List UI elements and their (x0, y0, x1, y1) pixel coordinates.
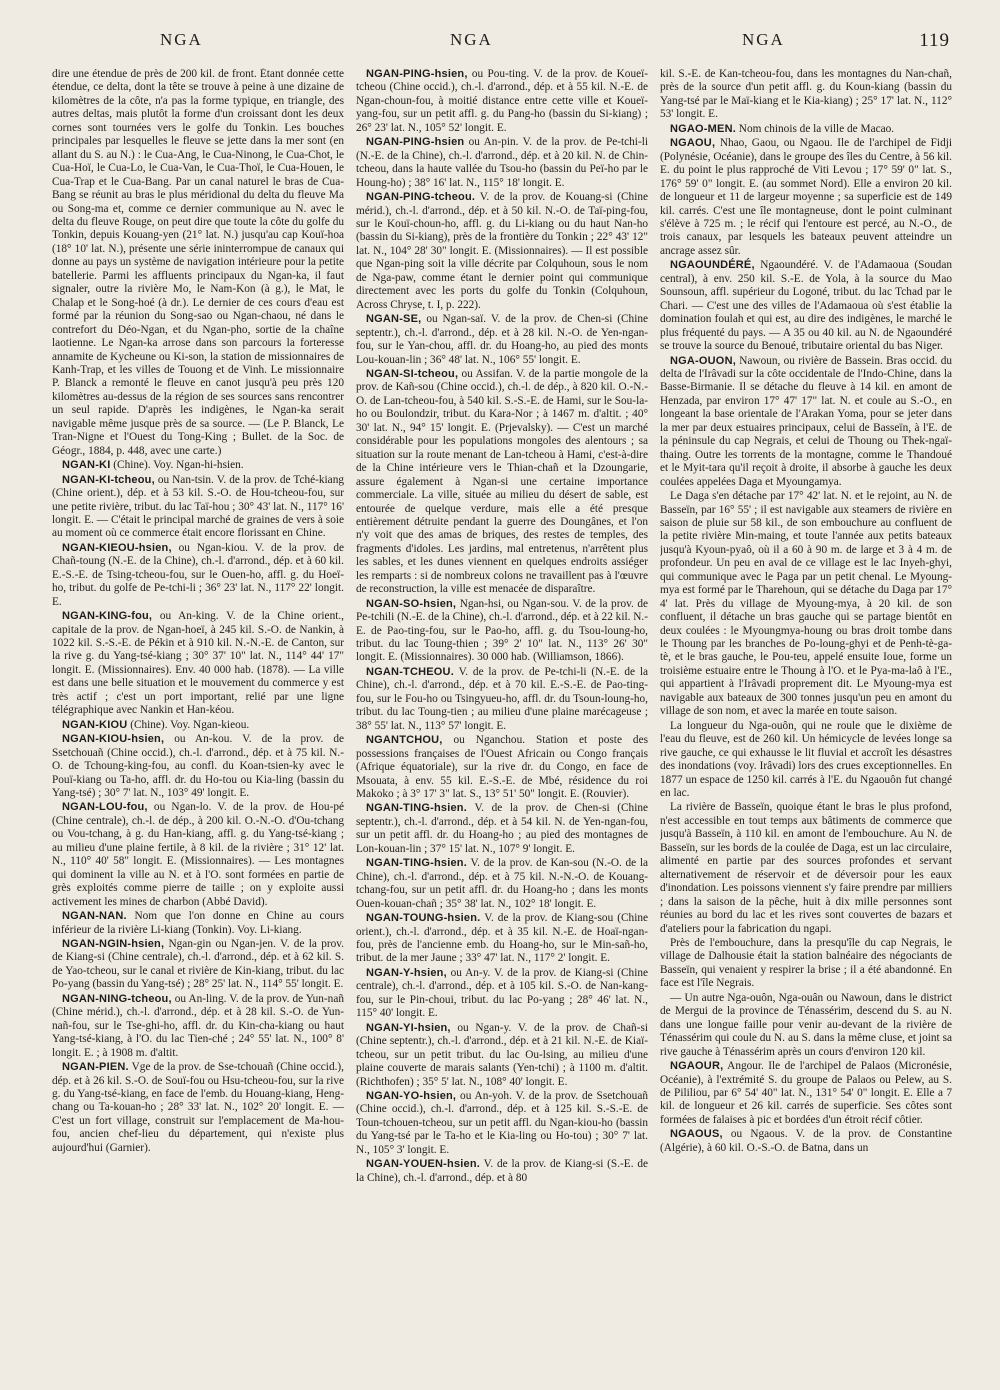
dictionary-entry (356, 802, 648, 856)
dictionary-entry (52, 68, 344, 458)
dictionary-entry (660, 1060, 952, 1127)
dictionary-entry (356, 68, 648, 135)
entry-headword: NGAN-SE, (366, 313, 422, 326)
entry-text: (Chine). Voy. Ngan-hi-hsien. (113, 459, 244, 472)
dictionary-entry (52, 733, 344, 800)
dictionary-entry (660, 1128, 952, 1155)
dictionary-entry (660, 259, 952, 353)
dictionary-entry (356, 313, 648, 367)
dictionary-entry (52, 610, 344, 718)
dictionary-entry (52, 938, 344, 992)
entry-text: Nhao, Gaou, ou Ngaou. Ile de l'archipel de Fidji (Polynésie, Océanie), dans le groupe des îles du Centre, à 56 kil. E. du point le plus rapproché de Viti Levou ; 17° 59' 0" lat. S., 176° 59' 0" longit. E. (au sommet Nord). Elle a environ 20 kil. de longueur et 11 de largeur moyenne ; sa superficie est de 149 kil. carrés. C'est une île montagneuse, dont le point culminant s'élève à 725 m. ; le récif qui l'entoure est percé, au N.-O., de trois canaux, par lesquels les bateaux peuvent atteindre un ancrage assez sûr. (660, 137, 952, 257)
entry-text: ou An-kou. V. de la prov. de Ssetchouañ (Chine occid.), ch.-l. d'arrond., dép. et à 75 kil. N.-O. de Tchoung-king-fou, au confl. du Koan-tsien-ky avec le Pouï-kiang ou Ta-ho, affl. dr. du Ho-tou ou Kia-ling (bassin du Yang-tsé) ; 30° 7' lat. N., 103° 49' longit. E. (52, 733, 344, 800)
dictionary-entry (356, 1158, 648, 1185)
entry-text: ou Ngan-kiou. V. de la prov. de Chañ-toung (N.-E. de la Chine), ch.-l. d'arrond., dép. et à 60 kil. E.-S.-E. de Tsing-tcheou-fou, sur le Ouen-ho, affl. g. du Hoeï-ho, tribut. du golfe de Pe-tchi-li ; 36° 23' lat. N., 117° 22' longit. E. (52, 541, 344, 608)
dictionary-entry (660, 992, 952, 1059)
entry-headword: NGAN-NAN. (62, 910, 127, 923)
entry-text: dire une étendue de près de 200 kil. de front. Étant donnée cette étendue, ce delta, dont la tête se trouve à peine à une dizaine de kilomètres de la côte, n'a pas la forme typique, en triangle, des autres deltas, mais plutôt la forme d'un croissant dont les deux cornes sont tournées vers le golfe du Tonkin. Les bouches principales par lesquelles le fleuve se jette dans la mer sont (en allant du S. au N.) : le Cua-Ang, le Cua-Ninong, le Cua-Chot, le Cua-Hoï, le Cua-Lo, le Cua-Van, le Cua-Thoï, le Cua-Houen, le Cua-Trap et le Cua-Bang. Par un canal naturel le bras de Cua-Bang se réunit au bras le plus méridional du delta du fleuve Ma ou Song-ma et, comme ce dernier communique au N. avec le delta du fleuve Rouge, on peut dire que toute la côte du golfe du Tonkin, depuis Kouang-yen (21° lat. N.) jusqu'au cap Kouï-hoa (18° 10' lat. N.), présente une série ininterrompue de canaux qui donne au pays un système de navigation intérieure pour la petite batellerie. Parmi les affluents principaux du Ngan-ka, il faut signaler, outre la rivière Mo, le Nam-Kon (à g.), le Mat, le Chalap et le Song-hoé (à dr.). Le dernier de ces cours d'eau est formé par la réunion du Song-sao ou Ngan-chaou, né dans le contrefort du Déo-Ngan, et du Ngan-pho, sortie de la chaîne laotienne. Le Ngan-ka arrose dans son parcours la forteresse annamite de Kycheune ou Ki-son, la station de missionnaires de Kanh-Trap, et les villes de Touong et de Vinh. Le missionnaire P. Blanck a remonté le fleuve en canot jusqu'à peu près 120 kilomètres au-dessus de la région de ses sources sans rencontrer un seul rapide. D'après les indigènes, le Ngan-ka serait navigable même jusque près de sa source. — (Le P. Blanck, Le Tran-Nigne et l'Ouest du Tong-King ; Bullet. de la Soc. de Géogr., 1884, p. 448, avec une carte.) (52, 68, 344, 457)
entry-headword: NGAN-KING-fou, (62, 610, 153, 623)
dictionary-entry (52, 910, 344, 937)
text-columns (52, 68, 960, 1378)
entry-text: (Chine). Voy. Ngan-kieou. (130, 718, 250, 731)
entry-text: Ngan-hsi, ou Ngan-sou. V. de la prov. de Pe-tchili (N.-E. de la Chine), ch.-l. d'arrond., dép. et à 22 kil. N.-E. de Pao-ting-fou, sur le Pao-ho, affl. g. du Tsou-loung-ho, tribut. du lac Toung-thien ; 39° 2' 10" lat. N., 113° 26' 30" longit. E. (Missionnaires). 30 000 hab. (Williamson, 1866). (356, 597, 648, 664)
running-header (52, 30, 960, 60)
entry-headword: NGAN-KI-tcheou, (62, 473, 155, 486)
dictionary-entry (356, 857, 648, 911)
dictionary-entry (660, 490, 952, 719)
entry-text: V. de la prov. de Kiang-si (S.-E. de la Chine), ch.-l. d'arrond., dép. et à 80 (356, 1158, 648, 1184)
dictionary-entry (660, 68, 952, 122)
entry-text: V. de la prov. de Chen-si (Chine septentr.), ch.-l. d'arrond., dép. et à 54 kil. N. de Yen-ngan-fou, sur un petit affl. dr. du Hoang-ho ; au pied des montagnes de Lon-kouan-lin ; 37° 15' lat. N., 107° 9' longit. E. (356, 802, 648, 855)
entry-headword: NGAOUNDÉRÉ, (670, 259, 755, 272)
entry-text: ou An-pin. V. de la prov. de Pe-tchi-li (N.-E. de la Chine), ch.-l. d'arrond., dép. et à 20 kil. N. de Chin-tcheou, dans la haute vallée du Tsou-ho (bassin du Peï-ho par le Houng-ho) ; 38° 16' lat. N., 115° 18' longit. E. (356, 136, 648, 189)
dictionary-entry (660, 801, 952, 936)
entry-text: Ngaoundéré. V. de l'Adamaoua (Soudan central), à env. 250 kil. S.-E. de Yola, à la source du Mao Sounsoun, affl. supérieur du Logoné, tribut. du lac Tchad par le Chari. — C'est une des villes de l'Adamaoua où s'est établie la domination foulah et qui est, au dire des indigènes, le marché le plus fréquenté du pays. — A 35 ou 40 kil. au N. de Ngaoundéré se trouve la source du Benoué, tributaire oriental du bas Niger. (660, 259, 952, 353)
entry-headword: NGAN-KIOU (62, 718, 128, 731)
header-right-word: NGA (742, 30, 785, 49)
entry-text: ou An-yoh. V. de la prov. de Ssetchouañ (Chine occid.), ch.-l. d'arrond., dép. et à 125 kil. S.-S.-E. de Toun-tchouen-tcheou, sur un petit affl. du Ngan-kiou-ho (bassin du Yang-tsé par le Ta-ho et le Kia-ling ou Ho-tou) ; 30° 7' lat. N., 105° 3' longit. E. (356, 1089, 648, 1156)
entry-headword: NGAN-NGIN-hsien, (62, 938, 165, 950)
dictionary-entry (52, 801, 344, 909)
column-left (52, 68, 344, 1378)
entry-headword: NGAN-TING-hsien. (366, 802, 467, 815)
dictionary-entry (660, 720, 952, 801)
entry-headword: NGAN-PING-tcheou. (366, 191, 476, 204)
dictionary-entry (356, 666, 648, 733)
entry-text: ou An-ling. V. de la prov. de Yun-nañ (Chine mérid.), ch.-l. d'arrond., dép. et à 28 kil. S.-O. de Yun-nañ-fou, sur le Tse-ghi-ho, affl. dr. du Kin-cha-kiang ou haut Yang-tsé-kiang, à l'O. du lac Tien-ché ; 24° 55' lat. N., 100° 8' longit. E. ; à 1908 m. d'altit. (52, 992, 344, 1059)
entry-text: Angour. Ile de l'archipel de Palaos (Micronésie, Océanie), à l'extrémité S. du groupe de Palaos ou Pelew, au S. de Pililiou, par 6° 54' 40" lat. N., 131° 54' 0" longit. E. Elle a 7 kil. de longueur et 26 kil. carrés de superficie. Ses côtes sont formées de falaises à pic et bordées d'un étroit récif côtier. (660, 1060, 952, 1126)
entry-text: ou Ngan-y. V. de la prov. de Chañ-si (Chine septentr.), ch.-l. d'arrond., dép. et à 21 kil. N.-E. de Kiaï-tcheou, sur un petit tribut. du lac Ou-lsing, au milieu d'une plaine couverte de marais salants (Yen-tchi) ; à 1100 m. d'altit. (Richthofen) ; 35° 5' lat. N., 108° 40' longit. E. (356, 1021, 648, 1088)
header-left-word: NGA (160, 30, 203, 49)
entry-headword: NGAN-KIEOU-hsien, (62, 541, 172, 554)
entry-headword: NGAN-Y-hsien, (366, 966, 447, 979)
entry-text: La longueur du Nga-ouôn, qui ne roule que le dixième de l'eau du fleuve, est de 260 kil. Un hémicycle de levées longe sa rive gauche, ce qui exhausse le lit fluvial et accroît les désastres des inondations (voy. Irâvadi) lors des crues exceptionnelles. En 1877 un espace de 1250 kil. carrés à l'E. du Ngaouôn fut changé en lac. (660, 719, 952, 800)
column-middle (356, 68, 648, 1378)
dictionary-entry (52, 719, 344, 732)
entry-headword: NGAN-KIOU-hsien, (62, 733, 165, 746)
entry-text: Nawoun, ou rivière de Bassein. Bras occid. du delta de l'Irâvadi sur la côte occidentale de l'Indo-Chine, dans la Basse-Birmanie. Il se détache du fleuve à 14 kil. en amont de Henzada, par environ 17° 47' 17" lat. N. et coule au S.-O., en longeant la base orientale de l'Arakan Yoma, pour se jeter dans la mer par deux estuaires principaux, celui de Basseïn, à l'E. de la péninsule du cap Negrais, et celui de Thoung ou Thek-ngaï-thaing. Outre les torrents de la montagne, comme le Thandoué et le Myit-tara qu'il reçoit à droite, il absorbe à gauche les deux coulées appelées Daga et Myoungamya. (660, 354, 952, 488)
dictionary-entry (356, 912, 648, 966)
entry-headword: NGAN-PING-hsien, (366, 68, 468, 80)
dictionary-entry (356, 1022, 648, 1089)
entry-text: ou Pou-ting. V. de la prov. de Koueï-tcheou (Chine occid.), ch.-l. d'arrond., dép. et à 55 kil. N.-E. de Ngan-choun-fou, à moitié distance entre cette ville et Koueï-yang-fou, sur un petit affl. g. du Pang-ho (bassin du Si-kiang) ; 26° 23' lat. N., 105° 52' longit. E. (356, 68, 648, 134)
dictionary-entry (356, 598, 648, 665)
entry-headword: NGAN-TCHEOU. (366, 665, 454, 678)
header-center-word: NGA (450, 30, 493, 49)
dictionary-entry (52, 1061, 344, 1155)
entry-headword: NGAN-TING-hsien. (366, 857, 467, 870)
entry-text: V. de la prov. de Pe-tchi-li (N.-E. de la Chine), ch.-l. d'arrond., dép. et à 70 kil. E.-S.-E. de Pao-ting-fou, sur le Fou-ho ou Tsingyueu-ho, affl. dr. du Tsoun-loung-ho, tribut. du lac Toung-tien ; au milieu d'une plaine marécageuse ; 38° 55' lat. N., 113° 57' longit. E. (356, 665, 648, 732)
dictionary-entry (52, 542, 344, 609)
entry-text: Près de l'embouchure, dans la presqu'île du cap Negrais, le village de Dalhousie était la station balnéaire des négociants de Basseïn, qui venaient y respirer la brise ; il a été abandonné. En face est l'île Negrais. (660, 937, 952, 990)
entry-headword: NGAO-MEN. (670, 122, 736, 135)
entry-text: ou Nan-tsin. V. de la prov. de Tché-kiang (Chine orient.), dép. et à 53 kil. S.-O. de Hou-tcheou-fou, sur une petite rivière, tribut. du lac Taï-hou ; 30° 43' lat. N., 117° 16' longit. E. — C'était le principal marché de graines de vers à soie au moment où ce commerce était encore florissant en Chine. (52, 473, 344, 540)
entry-headword: NGANTCHOU, (366, 734, 443, 747)
dictionary-entry (356, 1090, 648, 1157)
entry-text: Ngan-gin ou Ngan-jen. V. de la prov. de Kiang-si (Chine centrale), ch.-l. d'arrond., dép. et à 62 kil. S. de Yao-tcheou, sur le canal et rivière de Kin-kiang, tribut. du lac Po-yang (bassin du Yang-tsé) ; 28° 25' lat. N., 114° 55' longit. E. (52, 938, 344, 991)
entry-text: kil. S.-E. de Kan-tcheou-fou, dans les montagnes du Nan-chañ, près de la source d'un petit affl. g. du Koun-kiang (bassin du Yang-tsé par le Maï-kiang et le Kia-kiang) ; 25° 17' lat. N., 112° 53' longit. E. (660, 68, 952, 121)
entry-headword: NGAOUR, (670, 1060, 724, 1073)
entry-headword: NGAN-SO-hsien, (366, 597, 457, 610)
dictionary-entry (660, 137, 952, 258)
page-number: 119 (919, 30, 950, 51)
entry-headword: NGA-OUON, (670, 354, 736, 367)
dictionary-entry (660, 355, 952, 490)
dictionary-entry (356, 734, 648, 801)
entry-text: Vge de la prov. de Sse-tchouañ (Chine occid.), dép. et à 26 kil. S.-O. de Souï-fou ou Hsu-tcheou-fou, sur la rive g. du Yang-tsé-kiang, en face de l'emb. du Houang-kiang, Heng-chang ou Ta-kouan-ho ; 28° 33' lat. N., 102° 20' longit. E. — C'est un fort village, construit sur l'emplacement de Ma-hou-fou, ancien chef-lieu du département, qui n'existe plus aujourd'hui (Garnier). (52, 1061, 344, 1154)
column-right (660, 68, 952, 1378)
entry-text: ou Ngan-saï. V. de la prov. de Chen-si (Chine septentr.), ch.-l. d'arrond., dép. et à 28 kil. N.-O. de Yen-ngan-fou, sur le Yan-chou, affl. dr. du Hoang-ho, au pied des monts Lou-kouan-lin ; 36° 48' lat. N., 106° 55' longit. E. (356, 313, 648, 366)
entry-headword: NGAN-SI-tcheou, (366, 367, 459, 380)
entry-text: ou Nganchou. Station et poste des possessions françaises de l'Ouest Africain ou Congo français (Afrique équatoriale), sur la rive dr. du Congo, en face de Msouata, à env. 55 kil. E.-S.-E. de Mbé, résidence du roi Makoko ; à 3° 17' 3" lat. S., 13° 51' 50" longit. E. (Rouvier). (356, 734, 648, 801)
dictionary-entry (356, 191, 648, 312)
entry-text: ou Assifan. V. de la partie mongole de la prov. de Kañ-sou (Chine occid.), ch.-l. de dép., à 820 kil. O.-N.-O. de Lan-tcheou-fou, à 540 kil. S.-S.-E. de Hami, sur le Sou-la-ho ou Boulondzir, tribut. du Kara-Nor ; à 1467 m. d'altit. ; 40° 30' lat. N., 94° 15' longit. E. (Prjevalsky). — C'est un marché considérable pour les populations mongoles des alentours ; sa situation sur la route menant de Lan-tcheou à Hami, c'est-à-dire de la Chine intérieure vers le Thian-chañ et la Dzoungarie, assure également à Ngan-si une certaine importance commerciale. La ville, située au milieu du désert de sable, est entourée de quelque verdure, mais elle a été presque entièrement détruite pendant la guerre des Doungânes, et l'on n'y voit que des amas de briques, des restes de temples, des fragments d'idoles. Les jardins, mal entretenus, n'arrêtent plus les sables, et les dunes viennent en quelques endroits assiéger les remparts : si de nombreux colons ne travaillent pas à l'œuvre de reconstruction, la ville est menacée de disparaître. (356, 367, 648, 596)
entry-headword: NGAN-YOUEN-hsien. (366, 1158, 481, 1171)
entry-text: ou An-y. V. de la prov. de Kiang-si (Chine centrale), ch.-l. d'arrond., dép. et à 105 kil. S.-O. de Nan-kang-fou, sur le Pin-choui, tribut. du lac Po-yang ; 28° 46' lat. N., 115° 40' longit. E. (356, 966, 648, 1020)
dictionary-entry (52, 993, 344, 1060)
entry-headword: NGAN-PIEN. (62, 1061, 129, 1074)
entry-headword: NGAN-TOUNG-hsien. (366, 912, 481, 925)
dictionary-entry (356, 967, 648, 1021)
entry-text: V. de la prov. de Kan-sou (N.-O. de la Chine), ch.-l. d'arrond., dép. et à 75 kil. N.-N.-O. de Kouang-tchang-fou, sur un petit affl. dr. du Hoang-ho ; dans les monts Ouen-kouan-chañ ; 35° 38' lat. N., 102° 18' longit. E. (356, 857, 648, 910)
entry-headword: NGAN-YI-hsien, (366, 1021, 451, 1034)
entry-headword: NGAOUS, (670, 1128, 723, 1141)
entry-headword: NGAN-KI (62, 459, 111, 472)
dictionary-entry (52, 459, 344, 472)
entry-text: ou Ngaous. V. de la prov. de Constantine (Algérie), à 60 kil. O.-S.-O. de Batna, dans un (660, 1128, 952, 1154)
entry-text: V. de la prov. de Kouang-si (Chine mérid.), ch.-l. d'arrond., dép. et à 50 kil. N.-O. de Taï-ping-fou, sur le Kouï-choun-ho, affl. g. du Li-kiang ou du haut Nan-ho (bassin du Si-kiang), près de la frontière du Tonkin ; 22° 43' 12" lat. N., 104° 28' 30" longit. E. (Missionnaires). — Il est possible que Ngan-ping soit la ville décrite par Colquhoun, sous le nom de Nga-paw, comme étant le dernier point qui communique directement avec les ports du golfe du Tonkin (Colquhoun, Across Chryse, t. I, p. 222). (356, 191, 648, 311)
entry-text: ou Ngan-lo. V. de la prov. de Hou-pé (Chine centrale), ch.-l. de dép., à 200 kil. O.-N.-O. d'Ou-tchang ou Vou-tchang, à g. du Han-kiang, affl. g. du Yang-tsé-kiang ; au milieu d'une plaine fertile, à 8 kil. de la rivière ; 31° 12' lat. N., 110° 40' 58" longit. E. (Missionnaires). — Les montagnes qui dominent la ville au N. et à l'O. sont formées en partie de grès exploités comme pierre de taille ; on y exploite aussi activement les mines de charbon (Abbé David). (52, 801, 344, 908)
entry-headword: NGAN-NING-tcheou, (62, 992, 172, 1005)
dictionary-entry (52, 474, 344, 541)
entry-text: La rivière de Basseïn, quoique étant le bras le plus profond, n'est accessible en tout temps aux bâtiments de commerce que jusqu'à Basseïn, à 110 kil. en amont de l'embouchure. Au N. de Basseïn, sur les bords de la coulée de Daga, est un lac circulaire, alimenté en partie par des sources profondes et servant alternativement de réservoir et de déversoir pour les eaux d'inondation. Les poissons viennent s'y faire prendre par milliers ; dans la saison de la pêche, huit à dix mille personnes sont réunies au bord du lac et les rives sont couvertes de bazars et d'ateliers pour la fabrication du ngapi. (660, 801, 952, 935)
entry-text: V. de la prov. de Kiang-sou (Chine orient.), ch.-l. d'arrond., dép. et à 35 kil. N.-E. de Hoaï-ngan-fou, près de l'ancienne emb. du Hoang-ho, sur le Min-sañ-ho, tribut. de la mer Jaune ; 33° 47' lat. N., 117° 2' longit. E. (356, 912, 648, 965)
entry-text: Nom chinois de la ville de Macao. (738, 122, 895, 135)
entry-headword: NGAN-PING-hsien (366, 136, 465, 149)
dictionary-entry (660, 937, 952, 991)
dictionary-entry (660, 123, 952, 136)
dictionary-entry (356, 368, 648, 597)
entry-text: Le Daga s'en détache par 17° 42' lat. N. et le rejoint, au N. de Basseïn, par 16° 55' ; il est navigable aux steamers de rivière en saison de pluie sur 58 kil., de son embouchure au confluent de la petite rivière Min-maing, et toute l'année aux petits bateaux jusqu'à Kyoun-pyaô, où il a 60 à 90 m. de large et 3 à 4 m. de profondeur. Un peu en aval de ce village est le lac Inyeh-ghyi, qui communique avec le Paga par un petit chenal. Le Myoung-mya est formé par le Tharehoun, qui se détache du Daga par 17° 4' lat. Près du village de Myoung-mya, à 20 kil. de son confluent, il détache un bras gauche qui se partage bientôt en deux coulées : le Myoungmya-houng ou bras droit tombe dans le Thoung par les branches de Po-loung-ghyi et de Penh-tè-ga-tè, et le bras gauche, le Pou-teu, appelé ensuite Ioue, forme un troisième estuaire entre le Thoung à l'O. et le Pya-ma-laô à l'E., qui appartient à l'Irâvadi proprement dit. Le Myoung-mya est navigable aux bateaux de 300 tonnes jusqu'un peu en amont du village de son nom, et avec la marée en toute saison. (660, 490, 952, 718)
entry-headword: NGAN-YO-hsien, (366, 1089, 457, 1102)
entry-text: ou An-king. V. de la Chine orient., capitale de la prov. de Ngan-hoeï, à 245 kil. S.-O. de Nankin, à 1022 kil. S.-S.-E. de Pékin et à 910 kil. N.-N.-E. de Canton, sur la rive g. du Yang-tsé-kiang ; 30° 37' 10" lat. N., 114° 44' 17" longit. E. (Missionnaires). Env. 40 000 hab. (1878). — La ville est dans une belle situation et le mouvement du commerce y est très actif ; c'est un port important, relié par une ligne télégraphique avec Nankin et Han-kéou. (52, 610, 344, 717)
entry-text: Nom que l'on donne en Chine au cours inférieur de la rivière Li-kiang (Tonkin). Voy. Li-kiang. (52, 910, 344, 936)
entry-headword: NGAN-LOU-fou, (62, 801, 148, 814)
entry-text: — Un autre Nga-ouôn, Nga-ouân ou Nawoun, dans le district de Mergui de la province de Ténassérim, descend du S. au N. dans une longue faille pour venir au-devant de la rivière de Ténassérim qui coule du N. au S. dans la même cluse, et joint sa rive gauche à Ténassérim après un cours d'environ 120 kil. (660, 991, 952, 1058)
entry-headword: NGAOU, (670, 137, 716, 150)
dictionary-entry (356, 136, 648, 190)
